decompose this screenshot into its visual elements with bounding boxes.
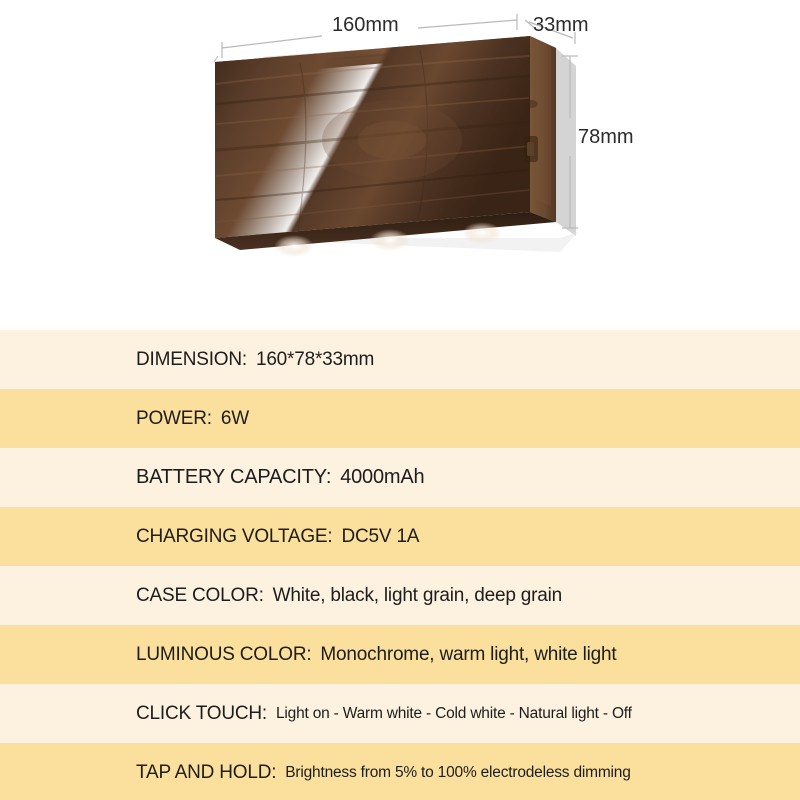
spec-key: POWER: <box>136 407 212 429</box>
spec-row <box>0 448 800 507</box>
spec-value: DC5V 1A <box>341 525 420 547</box>
spec-row <box>0 330 800 389</box>
spec-list <box>0 330 800 800</box>
spec-key: CHARGING VOLTAGE: <box>136 525 333 547</box>
spec-value: White, black, light grain, deep grain <box>272 584 563 606</box>
spec-value: 6W <box>220 407 249 429</box>
spec-key: LUMINOUS COLOR: <box>136 643 312 665</box>
spec-key: BATTERY CAPACITY: <box>136 466 332 488</box>
dimension-label-depth: 33mm <box>533 14 589 36</box>
spec-row <box>0 684 800 743</box>
spec-value: 160*78*33mm <box>255 348 375 370</box>
spec-key: CLICK TOUCH: <box>136 702 267 724</box>
dimension-label-width: 160mm <box>332 14 399 36</box>
spec-value: Monochrome, warm light, white light <box>320 643 617 665</box>
lamp-illustration <box>0 0 800 330</box>
spec-value: Brightness from 5% to 100% electrodeless dimming <box>285 763 631 781</box>
spec-row <box>0 743 800 800</box>
product-image-area <box>0 0 800 330</box>
spec-value: 4000mAh <box>340 466 425 488</box>
spec-row <box>0 389 800 448</box>
spec-row <box>0 625 800 684</box>
spec-row <box>0 566 800 625</box>
spec-row <box>0 507 800 566</box>
lamp-svg <box>0 0 800 330</box>
spec-value: Light on - Warm white - Cold white - Natural light - Off <box>275 704 632 722</box>
spec-key: DIMENSION: <box>136 348 247 370</box>
spec-key: CASE COLOR: <box>136 584 264 606</box>
spec-key: TAP AND HOLD: <box>136 761 277 783</box>
dimension-label-height: 78mm <box>578 126 634 148</box>
